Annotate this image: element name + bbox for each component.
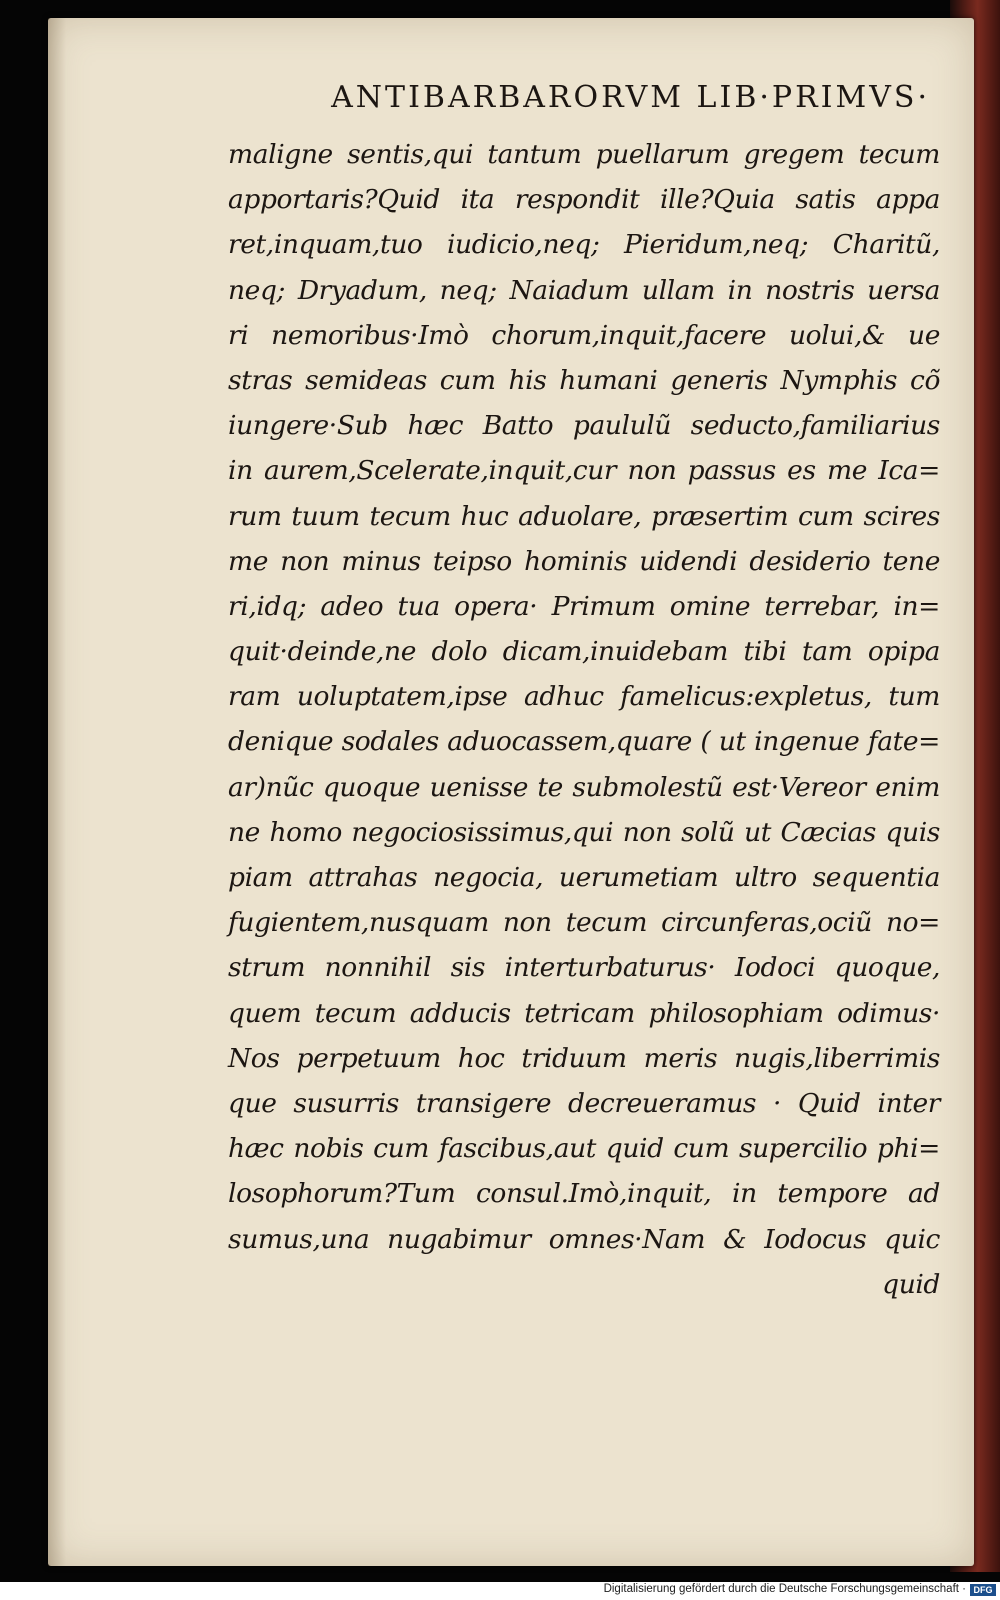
text-line: neq; Dryadum, neq; Naiadum ullam in nostris uersa xyxy=(228,274,940,306)
text-line: in aurem,Scelerate,inquit,cur non passus es me Ica= xyxy=(228,455,940,487)
text-line: ret,inquam,tuo iudicio,neq; Pieridum,neq; Charitũ, xyxy=(228,229,940,261)
text-line: me non minus teipso hominis uidendi desiderio tene xyxy=(228,545,940,577)
text-line: ram uoluptatem,ipse adhuc famelicus:expletus, tum xyxy=(228,681,940,713)
text-line: ri nemoribus·Imò chorum,inquit,facere uolui,& ue xyxy=(228,319,940,351)
text-line: que susurris transigere decreueramus · Quid inter xyxy=(228,1087,940,1119)
text-line: Nos perpetuum hoc triduum meris nugis,liberrimis xyxy=(228,1042,940,1074)
text-line: fugientem,nusquam non tecum circunferas,ociũ no= xyxy=(228,907,940,939)
text-line: iungere·Sub hæc Batto paululũ seducto,familiarius xyxy=(228,410,940,442)
text-line: denique sodales aduocassem,quare ( ut ingenue fate= xyxy=(228,726,940,758)
text-line: ar)nũc quoque uenisse te submolestũ est·Vereor enim xyxy=(228,771,940,803)
text-line: rum tuum tecum huc aduolare, præsertim cum scires xyxy=(228,500,940,532)
body-text xyxy=(228,132,940,1307)
running-head: ANTIBARBARORVM LIB·PRIMVS· xyxy=(331,80,930,115)
dfg-logo: DFG xyxy=(970,1584,996,1596)
text-line: piam attrahas negocia, uerumetiam ultro sequentia xyxy=(228,862,940,893)
text-line: hæc nobis cum fascibus,aut quid cum supercilio phi= xyxy=(228,1133,940,1165)
text-line: ri,idq; adeo tua opera· Primum omine terrebar, in= xyxy=(228,590,940,622)
catchword: quid xyxy=(882,1268,940,1300)
text-line: strum nonnihil sis interturbaturus· Iodoci quoque, xyxy=(228,952,940,984)
text-line: stras semideas cum his humani generis Nymphis cõ xyxy=(228,364,940,396)
text-line: ne homo negociosissimus,qui non solũ ut Cæcias quis xyxy=(228,816,940,848)
text-line: quit·deinde,ne dolo dicam,inuidebam tibi tam opipa xyxy=(228,636,940,668)
text-line: maligne sentis,qui tantum puellarum gregem tecum xyxy=(228,139,940,170)
text-line: losophorum?Tum consul.Imò,inquit, in tempore ad xyxy=(228,1178,940,1210)
text-line: apportaris?Quid ita respondit ille?Quia satis appa xyxy=(228,184,940,216)
text-line: quem tecum adducis tetricam philosophiam odimus· xyxy=(228,997,940,1029)
gutter-shadow xyxy=(48,18,66,1566)
footer-credit: Digitalisierung gefördert durch die Deutsche Forschungsgemeinschaft · xyxy=(603,1583,966,1595)
text-line: sumus,una nugabimur omnes·Nam & Iodocus quic xyxy=(228,1223,940,1255)
